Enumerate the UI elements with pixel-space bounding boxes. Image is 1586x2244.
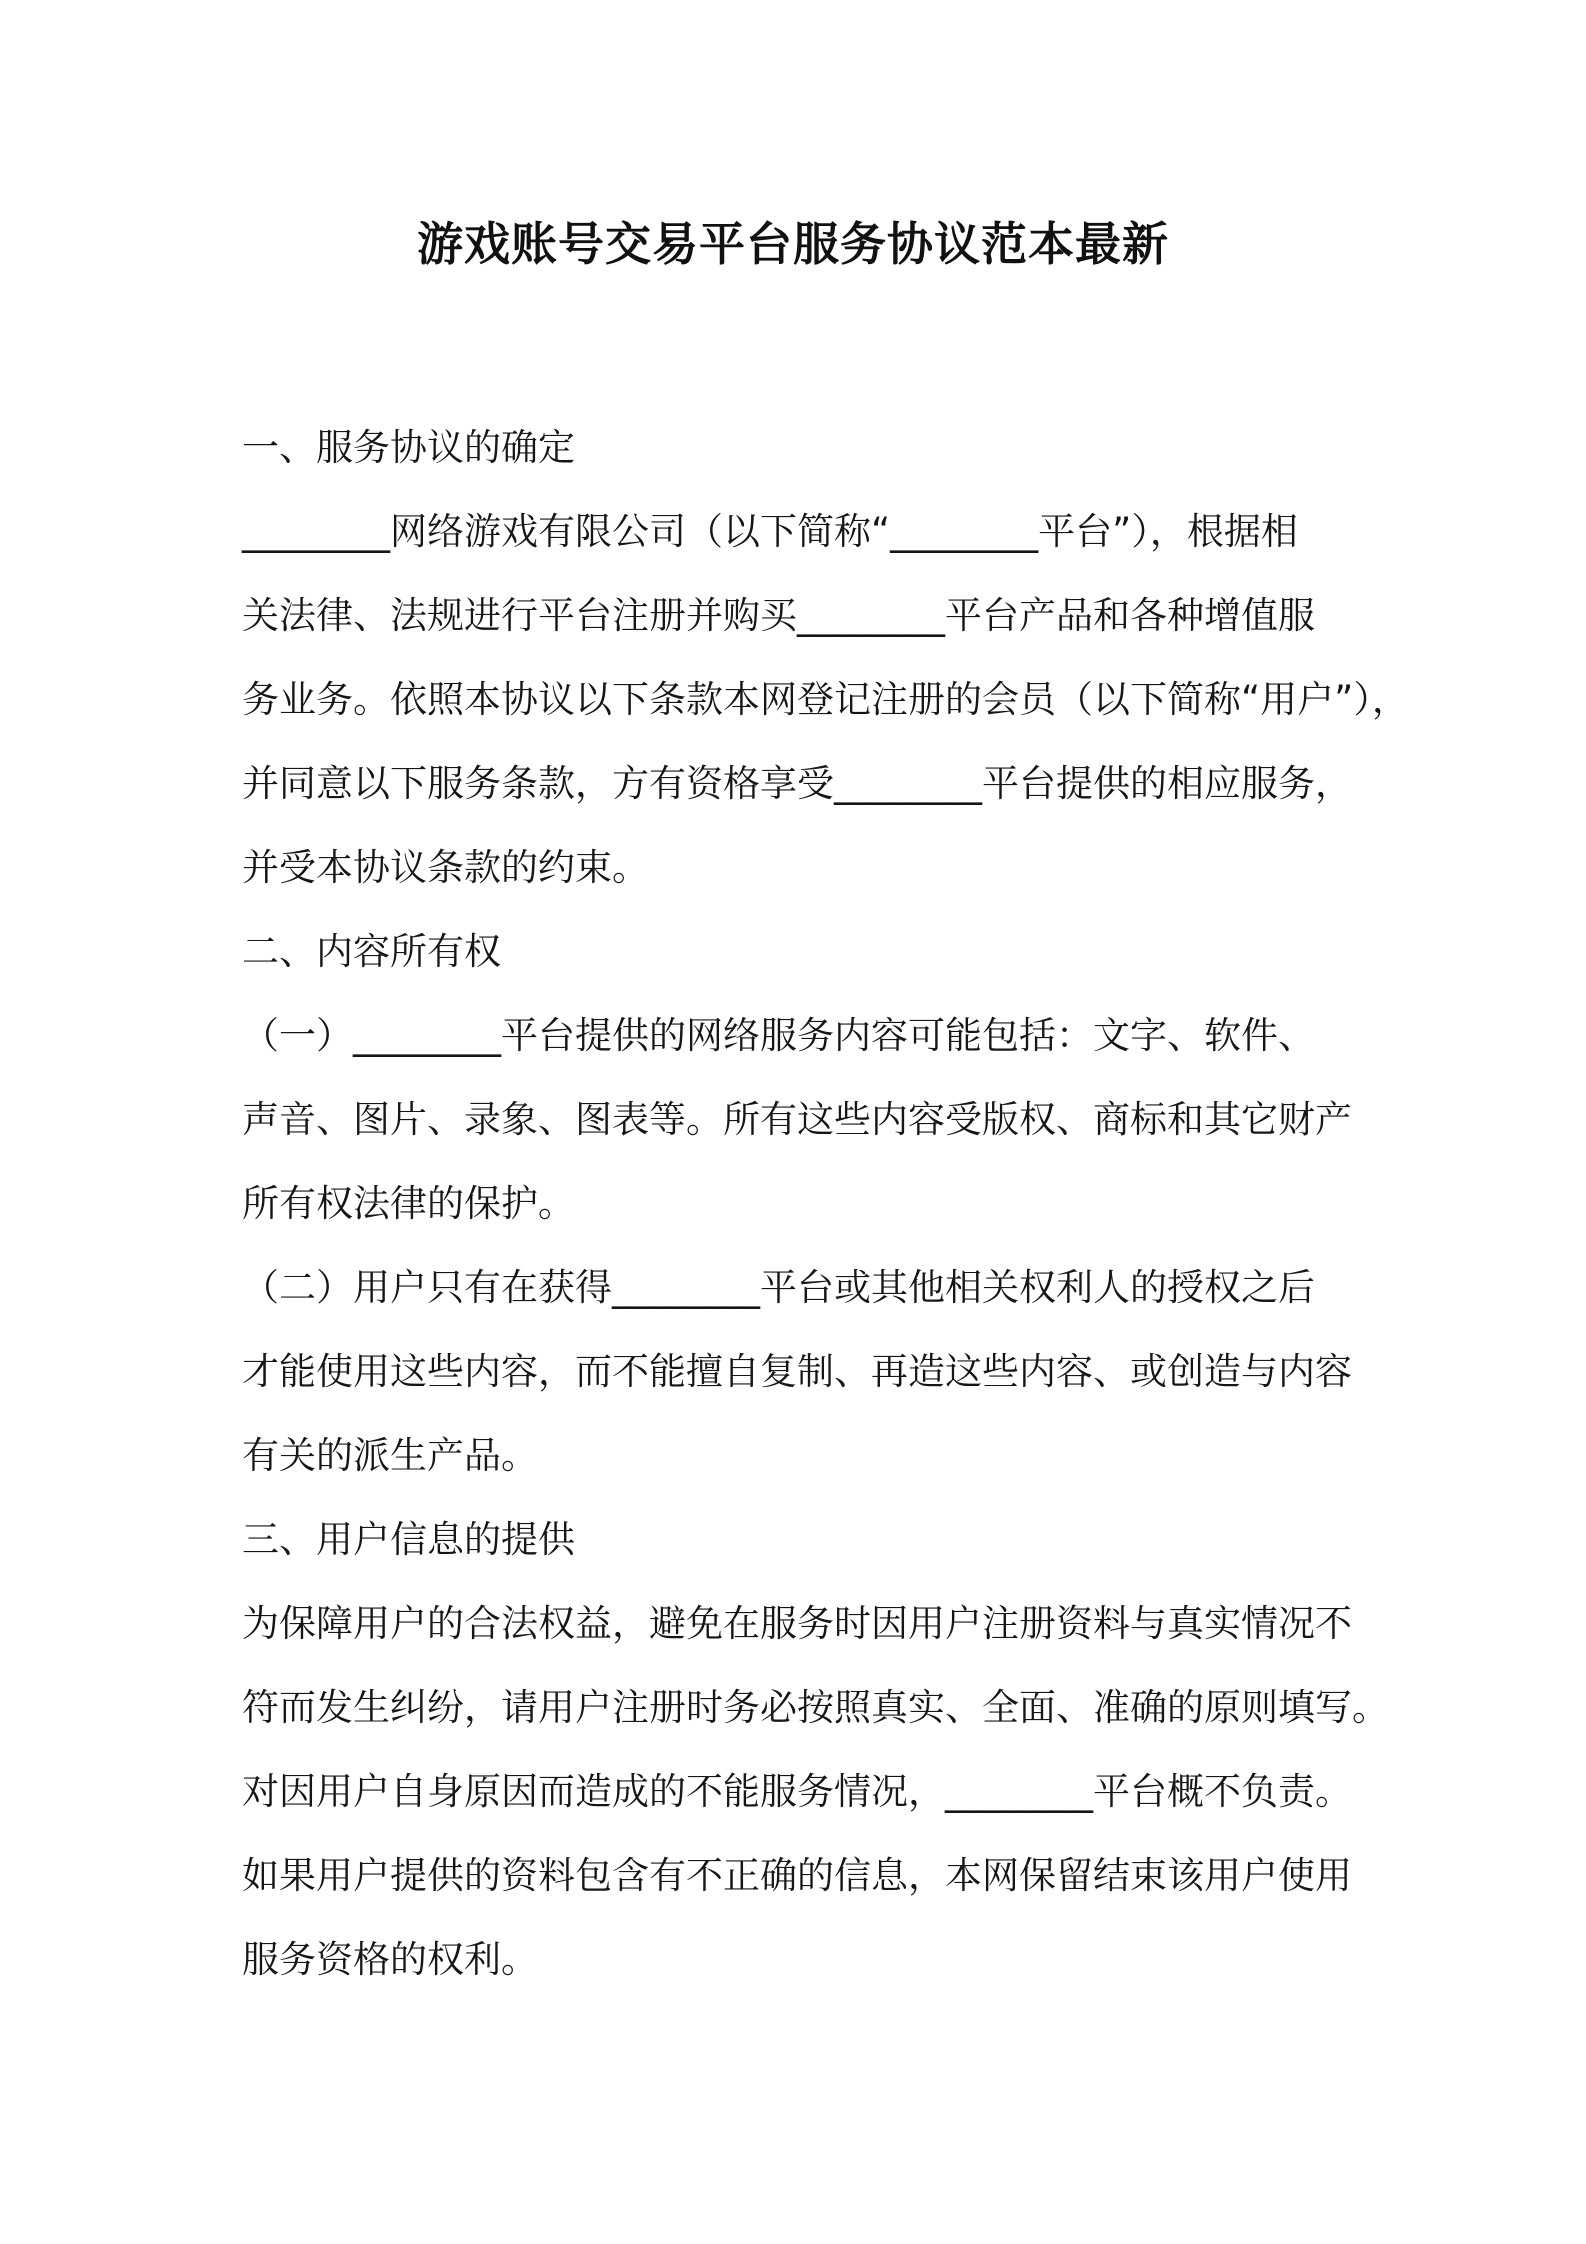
paragraph-line: 务业务。依照本协议以下条款本网登记注册的会员（以下简称“用户”），	[242, 678, 1409, 721]
section-heading-3: 三、用户信息的提供	[242, 1518, 575, 1561]
paragraph-line: 才能使用这些内容，而不能擅自复制、再造这些内容、或创造与内容	[242, 1350, 1352, 1393]
paragraph-line: 关法律、法规进行平台注册并购买________平台产品和各种增值服	[242, 594, 1315, 637]
paragraph-line: 并同意以下服务条款，方有资格享受________平台提供的相应服务，	[242, 762, 1352, 805]
paragraph-line: 服务资格的权利。	[242, 1938, 538, 1981]
paragraph-line: 并受本协议条款的约束。	[242, 846, 649, 889]
paragraph-line: （二）用户只有在获得________平台或其他相关权利人的授权之后	[242, 1266, 1315, 1309]
paragraph-line: （一）________平台提供的网络服务内容可能包括：文字、软件、	[242, 1014, 1315, 1057]
document-body	[242, 406, 1409, 2002]
paragraph-line: ________网络游戏有限公司（以下简称“________平台”），根据相	[242, 510, 1298, 553]
paragraph-line: 有关的派生产品。	[242, 1434, 538, 1477]
paragraph-line: 如果用户提供的资料包含有不正确的信息，本网保留结束该用户使用	[242, 1854, 1352, 1897]
paragraph-line: 为保障用户的合法权益，避免在服务时因用户注册资料与真实情况不	[242, 1602, 1352, 1645]
paragraph-line: 对因用户自身原因而造成的不能服务情况，________平台概不负责。	[242, 1770, 1352, 1813]
section-heading-2: 二、内容所有权	[242, 930, 501, 973]
paragraph-line: 声音、图片、录象、图表等。所有这些内容受版权、商标和其它财产	[242, 1098, 1352, 1141]
paragraph-line: 所有权法律的保护。	[242, 1182, 575, 1225]
paragraph-line: 符而发生纠纷，请用户注册时务必按照真实、全面、准确的原则填写。	[242, 1686, 1389, 1729]
document-title: 游戏账号交易平台服务协议范本最新	[417, 217, 1169, 271]
section-heading-1: 一、服务协议的确定	[242, 426, 575, 469]
